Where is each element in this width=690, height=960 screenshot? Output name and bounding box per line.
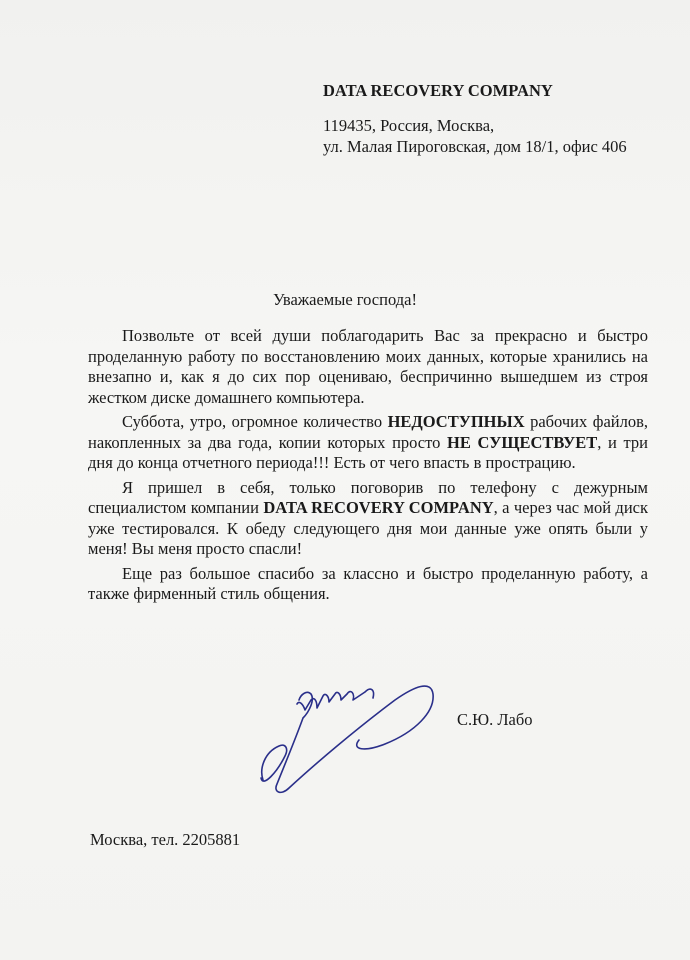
letter-body: [88, 326, 648, 609]
footer-city-phone: Москва, тел. 2205881: [90, 830, 241, 849]
recipient-block: [323, 80, 673, 157]
recipient-address-line-1: 119435, Россия, Москва,: [323, 116, 495, 135]
paragraph-2-text-e: , и три дня до конца отчетного периода!!! Есть от чего впасть в прострацию.: [88, 432, 648, 472]
signature-stroke: [261, 686, 433, 792]
paragraph-2-emphasis-unavailable: НЕДОСТУПНЫХ: [387, 412, 525, 431]
paragraph-1: Позвольте от всей души поблагодарить Вас за прекрасно и быстро проделанную работу по восстановлению моих данных, которые хранились на внезапно и, как я до сих пор оцениваю, беспричинно вышедшем из строя жестком диске домашнего компьютера.: [88, 326, 648, 407]
paragraph-3-text-a: Я пришел в себя, только поговорив по телефону с дежурным специалистом компании: [88, 477, 648, 517]
paragraph-2-emphasis-not-exist: НЕ СУЩЕСТВУЕТ: [447, 432, 598, 452]
paragraph-4: Еще раз большое спасибо за классно и быстро проделанную работу, а также фирменный стиль общения.: [88, 563, 648, 603]
recipient-company: DATA RECOVERY COMPANY: [323, 81, 553, 100]
paragraph-2-text-c: рабочих файлов, накопленных за два года, копии которых просто: [88, 412, 648, 452]
greeting: Уважаемые господа!: [273, 290, 417, 309]
handwritten-signature: [255, 660, 445, 800]
paragraph-2: [88, 412, 648, 474]
signer-name: С.Ю. Лабо: [457, 710, 533, 729]
recipient-address-line-2: ул. Малая Пироговская, дом 18/1, офис 406: [323, 137, 627, 156]
paragraph-3-company-name: DATA RECOVERY COMPANY: [263, 498, 494, 517]
paragraph-2-text-a: Суббота, утро, огромное количество: [122, 412, 388, 431]
paragraph-3: [88, 478, 648, 560]
paragraph-3-text-c: , а через час мой диск уже тестировался. К обеду следующего дня мои данные уже опять были у меня! Вы меня просто спасли!: [88, 498, 648, 558]
